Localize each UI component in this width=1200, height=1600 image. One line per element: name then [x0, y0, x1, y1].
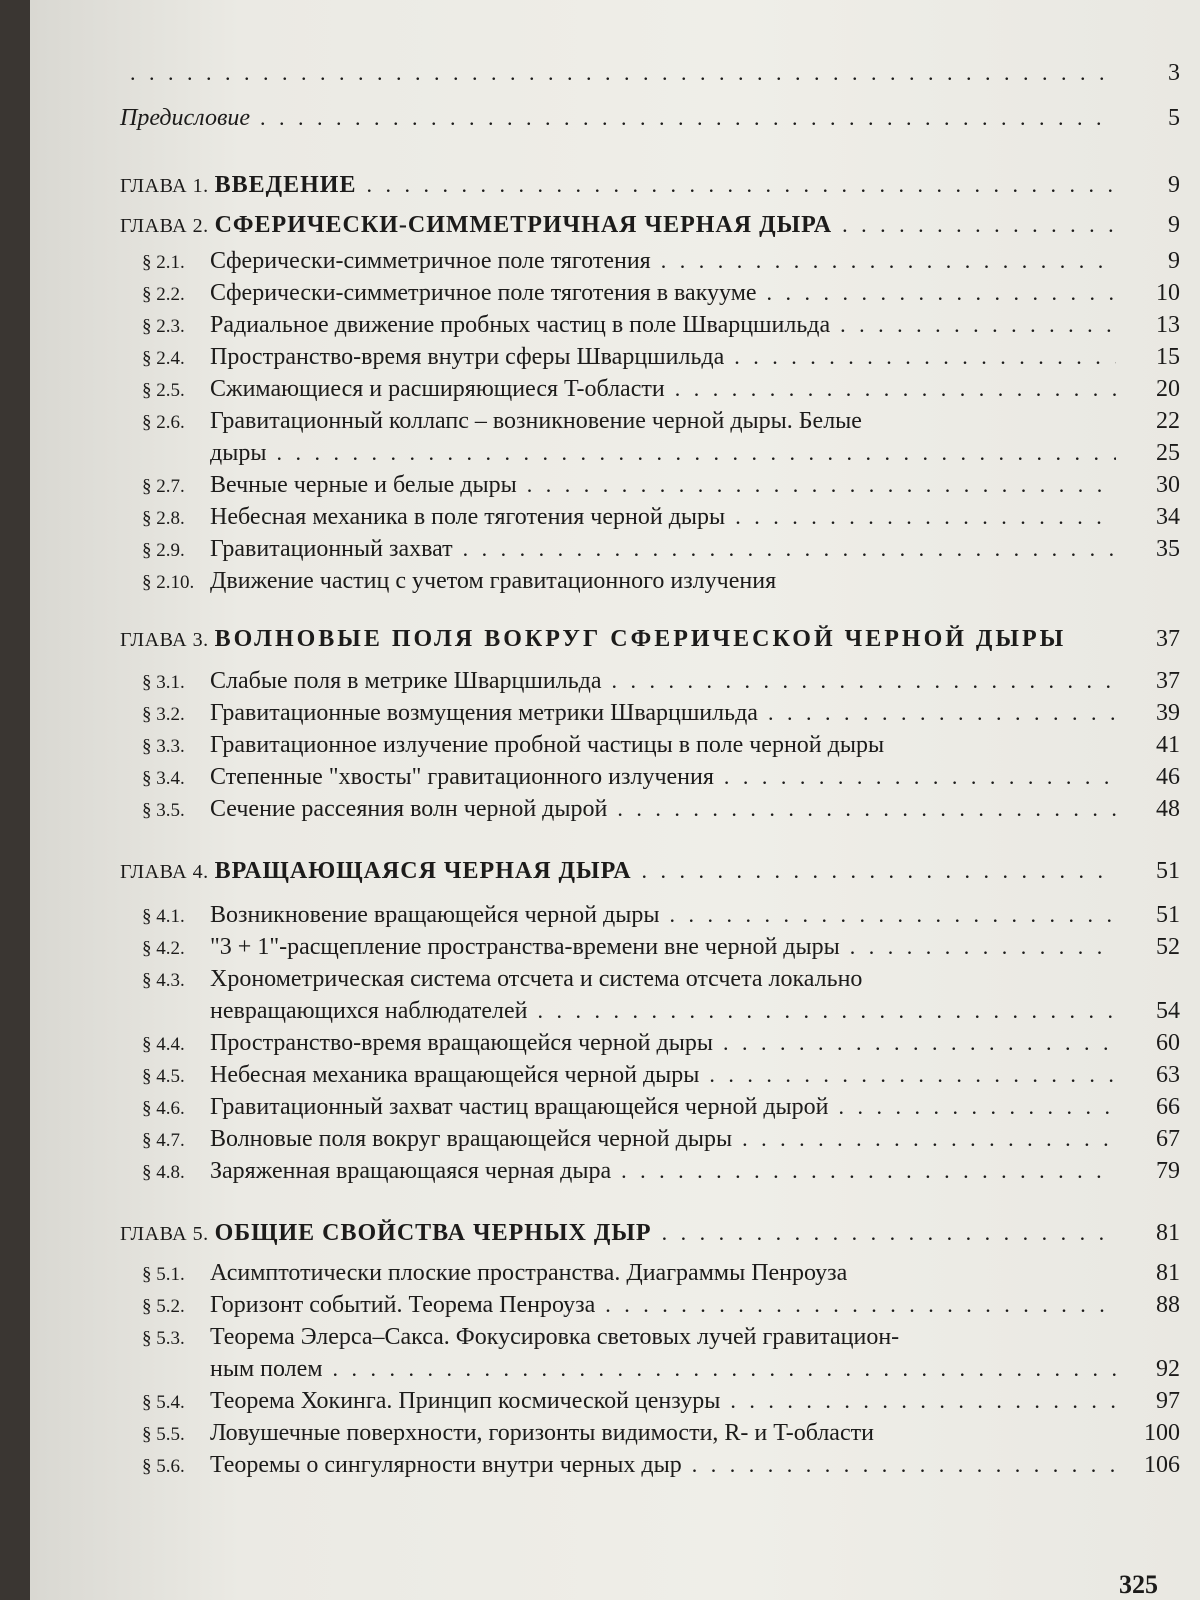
- toc-section: [142, 376, 1180, 406]
- section-number: § 4.6.: [142, 1098, 185, 1119]
- toc-section: [142, 312, 1180, 342]
- toc-section-continued: [142, 998, 1180, 1028]
- page-number: 20: [1156, 376, 1180, 402]
- toc-section: [142, 408, 1180, 438]
- page-number: 66: [1156, 1094, 1180, 1120]
- toc-section: [142, 1260, 1180, 1290]
- section-number: § 4.3.: [142, 970, 185, 991]
- page-number: 22: [1156, 408, 1180, 434]
- section-title: Хронометрическая система отсчета и система отсчета локально: [210, 966, 863, 992]
- page-number: 9: [1168, 212, 1180, 238]
- toc-section: [142, 1452, 1180, 1482]
- section-title: Гравитационный коллапс – возникновение черной дыры. Белые: [210, 408, 862, 434]
- leader-dots: [662, 1220, 1116, 1246]
- chapter-heading: [120, 858, 1180, 888]
- leader-dots: [730, 1388, 1116, 1414]
- leader-dots: [709, 1062, 1116, 1088]
- section-title: Асимптотически плоские пространства. Диаграммы Пенроуза: [210, 1260, 848, 1286]
- book-page: [30, 0, 1200, 1600]
- page-number: 5: [1168, 105, 1180, 131]
- section-number: § 2.4.: [142, 348, 185, 369]
- leader-dots: [692, 1452, 1116, 1478]
- chapter-heading: [120, 172, 1180, 202]
- leader-dots: [734, 344, 1116, 370]
- toc-section: [142, 668, 1180, 698]
- leader-dots: [723, 1030, 1116, 1056]
- section-number: § 3.1.: [142, 672, 185, 693]
- section-title: Гравитационные возмущения метрики Шварцшильда: [210, 700, 758, 726]
- leader-dots: [840, 312, 1116, 338]
- leader-dots: [675, 376, 1116, 402]
- chapter-title: ВОЛНОВЫЕ ПОЛЯ ВОКРУГ СФЕРИЧЕСКОЙ ЧЕРНОЙ ДЫРЫ: [214, 626, 1067, 652]
- section-number: § 2.10.: [142, 572, 195, 593]
- chapter-label: ГЛАВА 1.: [120, 175, 209, 197]
- leader-dots: [767, 280, 1116, 306]
- chapter-heading: [120, 626, 1180, 656]
- section-number: § 5.6.: [142, 1456, 185, 1477]
- page-number: 9: [1168, 248, 1180, 274]
- toc-preface: [120, 105, 1180, 135]
- page-number: 34: [1156, 504, 1180, 530]
- toc-section: [142, 1126, 1180, 1156]
- toc-section: [142, 472, 1180, 502]
- chapter-label: ГЛАВА 2.: [120, 215, 209, 237]
- section-number: § 5.3.: [142, 1328, 185, 1349]
- page-number: 92: [1156, 1356, 1180, 1382]
- leader-dots: [333, 1356, 1117, 1382]
- section-title-continued: дыры: [210, 440, 267, 466]
- section-title: Пространство-время внутри сферы Шварцшильда: [210, 344, 725, 370]
- preface-title: Предисловие: [120, 105, 251, 131]
- page-number: 52: [1156, 934, 1180, 960]
- section-number: § 2.5.: [142, 380, 185, 401]
- section-number: § 3.4.: [142, 768, 185, 789]
- page-number: 81: [1156, 1260, 1180, 1286]
- section-title: Движение частиц с учетом гравитационного излучения: [210, 568, 777, 594]
- toc-section: [142, 1324, 1180, 1354]
- section-title: Степенные "хвосты" гравитационного излучения: [210, 764, 714, 790]
- chapter-label: ГЛАВА 5.: [120, 1223, 209, 1245]
- leader-dots: [260, 105, 1116, 131]
- toc-section: [142, 280, 1180, 310]
- section-title: Сжимающиеся и расширяющиеся T-области: [210, 376, 665, 402]
- section-number: § 2.2.: [142, 284, 185, 305]
- section-number: § 3.3.: [142, 736, 185, 757]
- page-number: 30: [1156, 472, 1180, 498]
- toc-section: [142, 1158, 1180, 1188]
- toc-section: [142, 902, 1180, 932]
- page-number: 9: [1168, 172, 1180, 198]
- section-title: Пространство-время вращающейся черной дыры: [210, 1030, 713, 1056]
- section-number: § 4.4.: [142, 1034, 185, 1055]
- section-title: Теорема Элерса–Сакса. Фокусировка световых лучей гравитацион-: [210, 1324, 900, 1350]
- section-title: Радиальное движение пробных частиц в поле Шварцшильда: [210, 312, 831, 338]
- section-title: Горизонт событий. Теорема Пенроуза: [210, 1292, 596, 1318]
- section-number: § 2.7.: [142, 476, 185, 497]
- page-number: 51: [1156, 858, 1180, 884]
- toc-section: [142, 732, 1180, 762]
- page-number: 35: [1156, 536, 1180, 562]
- leader-dots: [276, 440, 1116, 466]
- leader-dots: [724, 764, 1116, 790]
- leader-dots: [839, 1094, 1117, 1120]
- section-number: § 4.1.: [142, 906, 185, 927]
- page-number: 46: [1156, 764, 1180, 790]
- section-number: § 5.2.: [142, 1296, 185, 1317]
- leader-dots: [130, 60, 1116, 86]
- leader-dots: [661, 248, 1116, 274]
- page-number: 10: [1156, 280, 1180, 306]
- section-title: Небесная механика в поле тяготения черной дыры: [210, 504, 726, 530]
- leader-dots: [366, 172, 1116, 198]
- page-number: 51: [1156, 902, 1180, 928]
- toc-section: [142, 504, 1180, 534]
- leader-dots: [538, 998, 1116, 1024]
- section-number: § 2.8.: [142, 508, 185, 529]
- page-number: 39: [1156, 700, 1180, 726]
- section-number: § 4.7.: [142, 1130, 185, 1151]
- toc-section: [142, 1388, 1180, 1418]
- toc-section: [142, 934, 1180, 964]
- chapter-label: ГЛАВА 4.: [120, 861, 209, 883]
- leader-dots: [669, 902, 1116, 928]
- toc-section: [142, 796, 1180, 826]
- leader-dots: [617, 796, 1116, 822]
- page-number: 100: [1144, 1420, 1180, 1446]
- section-number: § 5.4.: [142, 1392, 185, 1413]
- page-number: 3: [1168, 60, 1180, 86]
- toc-section: [142, 1292, 1180, 1322]
- page-number: 15: [1156, 344, 1180, 370]
- section-title: Сферически-симметричное поле тяготения в вакууме: [210, 280, 757, 306]
- leader-dots: [850, 934, 1116, 960]
- leader-dots: [621, 1158, 1116, 1184]
- page-number: 67: [1156, 1126, 1180, 1152]
- section-title: Гравитационное излучение пробной частицы в поле черной дыры: [210, 732, 885, 758]
- toc-section: [142, 1030, 1180, 1060]
- section-title: Волновые поля вокруг вращающейся черной дыры: [210, 1126, 733, 1152]
- section-number: § 2.3.: [142, 316, 185, 337]
- section-title: Гравитационный захват: [210, 536, 453, 562]
- leader-dots: [527, 472, 1116, 498]
- page-number: 88: [1156, 1292, 1180, 1318]
- section-title: "3 + 1"-расщепление пространства-времени вне черной дыры: [210, 934, 840, 960]
- page-number: 13: [1156, 312, 1180, 338]
- page-number: 25: [1156, 440, 1180, 466]
- page-number: 79: [1156, 1158, 1180, 1184]
- section-number: § 2.9.: [142, 540, 185, 561]
- page-number: 63: [1156, 1062, 1180, 1088]
- leader-dots: [642, 858, 1116, 884]
- section-title-continued: невращающихся наблюдателей: [210, 998, 528, 1024]
- page-number: 106: [1144, 1452, 1180, 1478]
- page-number: 97: [1156, 1388, 1180, 1414]
- page-number: 81: [1156, 1220, 1180, 1246]
- toc-section: [142, 1094, 1180, 1124]
- leader-dots: [463, 536, 1116, 562]
- leader-dots: [742, 1126, 1116, 1152]
- section-number: § 2.1.: [142, 252, 185, 273]
- page-folio: 325: [1119, 1570, 1158, 1599]
- section-title: Заряженная вращающаяся черная дыра: [210, 1158, 612, 1184]
- toc-section: [142, 1062, 1180, 1092]
- toc-section: [142, 1420, 1180, 1450]
- leader-dots: [768, 700, 1116, 726]
- toc-section: [142, 966, 1180, 996]
- toc-section-continued: [142, 440, 1180, 470]
- page-number: 60: [1156, 1030, 1180, 1056]
- section-number: § 5.1.: [142, 1264, 185, 1285]
- section-title: Теорема Хокинга. Принцип космической цензуры: [210, 1388, 721, 1414]
- toc-section: [142, 344, 1180, 374]
- section-number: § 5.5.: [142, 1424, 185, 1445]
- toc-section: [142, 248, 1180, 278]
- leader-dots: [842, 212, 1116, 238]
- section-number: § 3.2.: [142, 704, 185, 725]
- section-number: § 2.6.: [142, 412, 185, 433]
- section-number: § 4.8.: [142, 1162, 185, 1183]
- section-number: § 4.5.: [142, 1066, 185, 1087]
- section-title: Небесная механика вращающейся черной дыры: [210, 1062, 700, 1088]
- toc-section: [142, 700, 1180, 730]
- page-number: 54: [1156, 998, 1180, 1024]
- toc-top-entry: [120, 60, 1180, 90]
- section-title-continued: ным полем: [210, 1356, 323, 1382]
- section-title: Вечные черные и белые дыры: [210, 472, 517, 498]
- section-title: Сечение рассеяния волн черной дырой: [210, 796, 608, 822]
- toc-section: [142, 536, 1180, 566]
- chapter-title: ВВЕДЕНИЕ: [214, 172, 357, 198]
- section-title: Теоремы о сингулярности внутри черных дыр: [210, 1452, 682, 1478]
- chapter-heading: [120, 212, 1180, 242]
- page-number: 37: [1156, 626, 1180, 652]
- toc-section: [142, 568, 1180, 598]
- page-number: 41: [1156, 732, 1180, 758]
- toc-section-continued: [142, 1356, 1180, 1386]
- leader-dots: [605, 1292, 1116, 1318]
- section-title: Сферически-симметричное поле тяготения: [210, 248, 651, 274]
- section-title: Слабые поля в метрике Шварцшильда: [210, 668, 602, 694]
- section-number: § 4.2.: [142, 938, 185, 959]
- page-number: 37: [1156, 668, 1180, 694]
- section-title: Гравитационный захват частиц вращающейся черной дырой: [210, 1094, 829, 1120]
- chapter-title: СФЕРИЧЕСКИ-СИММЕТРИЧНАЯ ЧЕРНАЯ ДЫРА: [214, 212, 833, 238]
- toc-section: [142, 764, 1180, 794]
- chapter-title: ВРАЩАЮЩАЯСЯ ЧЕРНАЯ ДЫРА: [214, 858, 632, 884]
- leader-dots: [612, 668, 1116, 694]
- leader-dots: [735, 504, 1116, 530]
- section-number: § 3.5.: [142, 800, 185, 821]
- page-number: 48: [1156, 796, 1180, 822]
- chapter-title: ОБЩИЕ СВОЙСТВА ЧЕРНЫХ ДЫР: [214, 1220, 652, 1246]
- chapter-label: ГЛАВА 3.: [120, 629, 209, 651]
- chapter-heading: [120, 1220, 1180, 1250]
- section-title: Возникновение вращающейся черной дыры: [210, 902, 660, 928]
- section-title: Ловушечные поверхности, горизонты видимости, R- и T-области: [210, 1420, 874, 1446]
